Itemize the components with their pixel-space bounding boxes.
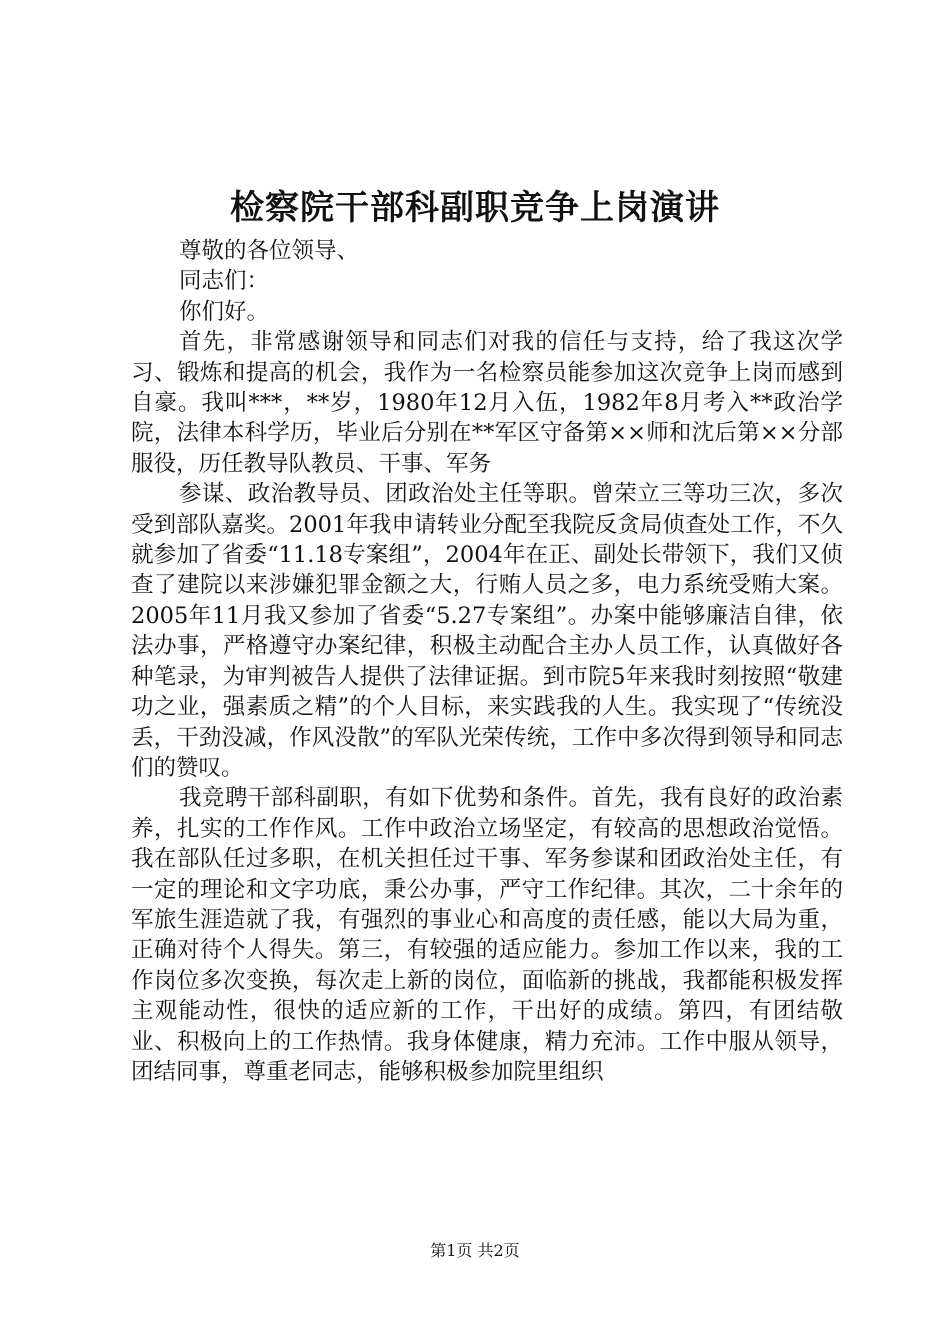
greeting-line: 你们好。	[179, 298, 270, 325]
document-title: 检察院干部科副职竞争上岗演讲	[230, 188, 720, 228]
document-body	[131, 236, 843, 1087]
body-paragraph: 参谋、政治教导员、团政治处主任等职。曾荣立三等功三次，多次受到部队嘉奖。2001年我申请转业分配至我院反贪局侦查处工作，不久就参加了省委“11.18专案组”，2004年在正、副处长带领下，我们又侦查了建院以来涉嫌犯罪金额之大，行贿人员之多，电力系统受贿大案。2005年11月我又参加了省委“5.27专案组”。办案中能够廉洁自律，依法办事，严格遵守办案纪律，积极主动配合主办人员工作，认真做好各种笔录，为审判被告人提供了法律证据。到市院5年来我时刻按照“敬建功之业，强素质之精”的个人目标，来实践我的人生。我实现了“传统没丢，干劲没减，作风没散”的军队光荣传统，工作中多次得到领导和同志们的赞叹。	[131, 481, 843, 781]
page-number-footer: 第1页 共2页	[430, 1241, 520, 1260]
body-paragraph: 首先，非常感谢领导和同志们对我的信任与支持，给了我这次学习、锻炼和提高的机会，我作为一名检察员能参加这次竞争上岗而感到自豪。我叫***，**岁，1980年12月入伍，1982年8月考入**政治学院，法律本科学历，毕业后分别在**军区守备第××师和沈后第××分部服役，历任教导队教员、干事、军务	[131, 329, 843, 477]
salutation-line: 同志们：	[179, 268, 270, 295]
salutation-line: 尊敬的各位领导、	[179, 238, 360, 264]
body-paragraph: 我竞聘干部科副职，有如下优势和条件。首先，我有良好的政治素养，扎实的工作作风。工作中政治立场坚定，有较高的思想政治觉悟。我在部队任过多职，在机关担任过干事、军务参谋和团政治处主任，有一定的理论和文字功底，秉公办事，严守工作纪律。其次，二十余年的军旅生涯造就了我，有强烈的事业心和高度的责任感，能以大局为重，正确对待个人得失。第三，有较强的适应能力。参加工作以来，我的工作岗位多次变换，每次走上新的岗位，面临新的挑战，我都能积极发挥主观能动性，很快的适应新的工作，干出好的成绩。第四，有团结敬业、积极向上的工作热情。我身体健康，精力充沛。工作中服从领导，团结同事，尊重老同志，能够积极参加院里组织	[131, 785, 843, 1085]
